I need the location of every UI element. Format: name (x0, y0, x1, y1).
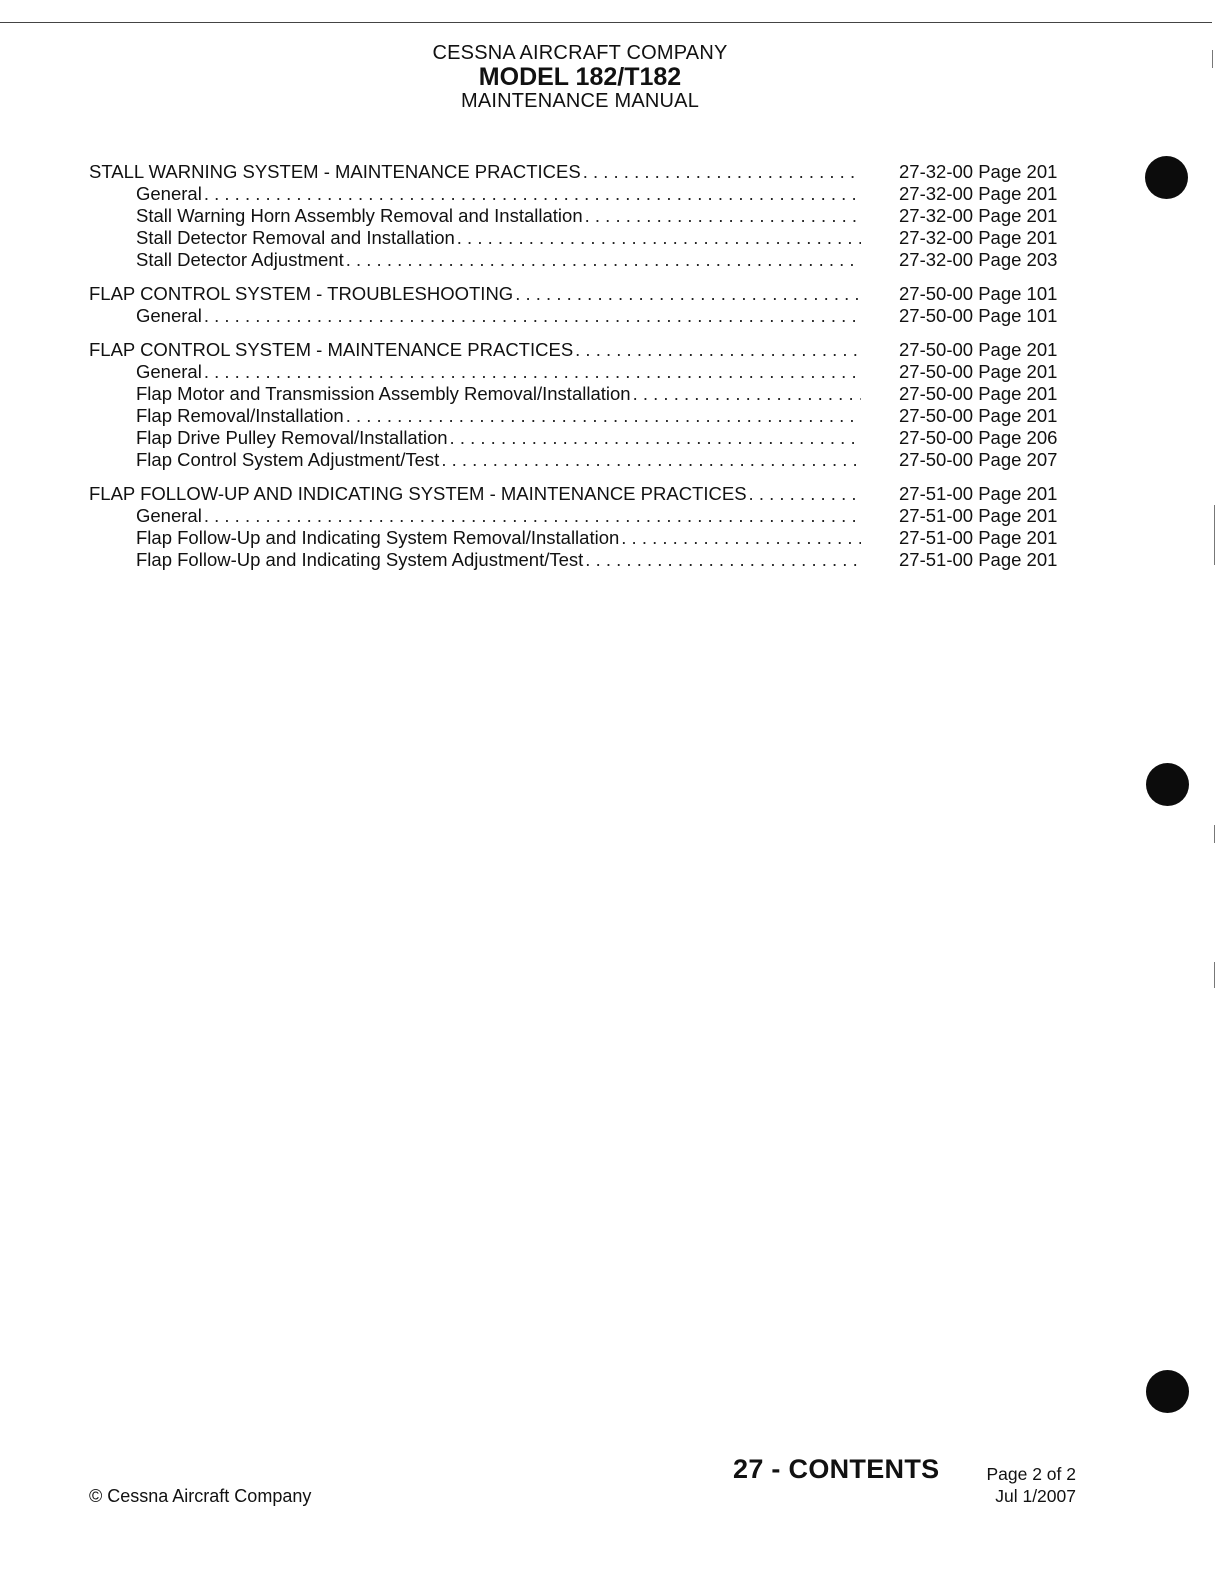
chapter-label: 27 - CONTENTS (733, 1454, 940, 1484)
dot-leader (621, 527, 861, 549)
toc-item-label: General (136, 183, 202, 204)
toc-item-row (89, 383, 1079, 405)
dot-leader (204, 505, 861, 527)
company-name: CESSNA AIRCRAFT COMPANY (432, 42, 728, 64)
table-of-contents (89, 161, 1079, 583)
toc-section-row (89, 283, 1079, 305)
punch-hole (1146, 763, 1189, 806)
dot-leader (749, 483, 861, 505)
page-reference: 27-51-00 Page 201 (899, 483, 1058, 504)
toc-item-label: Flap Motor and Transmission Assembly Removal/Installation (136, 383, 631, 404)
toc-item-row (89, 449, 1079, 471)
toc-section (89, 339, 1079, 471)
dot-leader (515, 283, 861, 305)
margin-mark (1214, 505, 1215, 565)
dot-leader (457, 227, 861, 249)
page-reference: 27-50-00 Page 206 (899, 427, 1058, 448)
margin-mark (1212, 50, 1213, 68)
dot-leader (575, 339, 861, 361)
dot-leader (585, 549, 861, 571)
toc-item-label: Flap Control System Adjustment/Test (136, 449, 440, 470)
page-reference: 27-50-00 Page 201 (899, 339, 1058, 360)
page-reference: 27-32-00 Page 201 (899, 183, 1058, 204)
toc-item-row (89, 505, 1079, 527)
toc-item-label: General (136, 361, 202, 382)
toc-item-row (89, 527, 1079, 549)
dot-leader (585, 205, 861, 227)
toc-item-row (89, 305, 1079, 327)
page-reference: 27-51-00 Page 201 (899, 505, 1058, 526)
page-reference: 27-32-00 Page 201 (899, 227, 1058, 248)
page-reference: 27-51-00 Page 201 (899, 549, 1058, 570)
page-reference: 27-32-00 Page 201 (899, 161, 1058, 182)
toc-item-label: Flap Follow-Up and Indicating System Removal/Installation (136, 527, 620, 548)
dot-leader (633, 383, 861, 405)
toc-item-row (89, 405, 1079, 427)
toc-item-row (89, 227, 1079, 249)
dot-leader (441, 449, 861, 471)
dot-leader (346, 405, 861, 427)
model-title: MODEL 182/T182 (478, 63, 682, 91)
toc-section-row (89, 161, 1079, 183)
page-number: Page 2 of 2 (986, 1464, 1076, 1484)
page-reference: 27-50-00 Page 201 (899, 383, 1058, 404)
toc-item-label: General (136, 305, 202, 326)
punch-hole (1145, 156, 1188, 199)
toc-item-label: General (136, 505, 202, 526)
page-reference: 27-32-00 Page 201 (899, 205, 1058, 226)
dot-leader (346, 249, 861, 271)
dot-leader (204, 361, 861, 383)
toc-item-label: Stall Detector Removal and Installation (136, 227, 455, 248)
toc-item-row (89, 249, 1079, 271)
toc-item-label: Flap Follow-Up and Indicating System Adjustment/Test (136, 549, 584, 570)
toc-section (89, 483, 1079, 571)
page-header (0, 42, 1160, 112)
toc-item-row (89, 361, 1079, 383)
toc-section-title: FLAP CONTROL SYSTEM - MAINTENANCE PRACTICES (89, 339, 574, 360)
toc-section (89, 161, 1079, 271)
revision-date: Jul 1/2007 (995, 1486, 1076, 1506)
page-info (986, 1463, 1076, 1507)
margin-mark (1214, 962, 1215, 988)
page-reference: 27-51-00 Page 201 (899, 527, 1058, 548)
toc-item-row (89, 427, 1079, 449)
toc-item-row (89, 183, 1079, 205)
margin-mark (1214, 825, 1215, 843)
page-reference: 27-50-00 Page 101 (899, 283, 1058, 304)
page-reference: 27-50-00 Page 101 (899, 305, 1058, 326)
toc-section-title: FLAP CONTROL SYSTEM - TROUBLESHOOTING (89, 283, 514, 304)
toc-item-label: Stall Warning Horn Assembly Removal and Installation (136, 205, 583, 226)
dot-leader (204, 305, 861, 327)
toc-item-row (89, 549, 1079, 571)
toc-item-label: Stall Detector Adjustment (136, 249, 344, 270)
manual-title: MAINTENANCE MANUAL (460, 90, 700, 112)
toc-item-label: Flap Drive Pulley Removal/Installation (136, 427, 448, 448)
dot-leader (204, 183, 861, 205)
toc-section-row (89, 483, 1079, 505)
toc-item-row (89, 205, 1079, 227)
toc-item-label: Flap Removal/Installation (136, 405, 344, 426)
page-reference: 27-50-00 Page 201 (899, 405, 1058, 426)
page-reference: 27-50-00 Page 207 (899, 449, 1058, 470)
dot-leader (450, 427, 861, 449)
punch-hole (1146, 1370, 1189, 1413)
toc-section-title: STALL WARNING SYSTEM - MAINTENANCE PRACTICES (89, 161, 581, 182)
toc-section-row (89, 339, 1079, 361)
toc-section (89, 283, 1079, 327)
top-rule (0, 22, 1212, 23)
page-reference: 27-32-00 Page 203 (899, 249, 1058, 270)
copyright: © Cessna Aircraft Company (89, 1486, 312, 1506)
toc-section-title: FLAP FOLLOW-UP AND INDICATING SYSTEM - MAINTENANCE PRACTICES (89, 483, 747, 504)
dot-leader (583, 161, 861, 183)
page-reference: 27-50-00 Page 201 (899, 361, 1058, 382)
